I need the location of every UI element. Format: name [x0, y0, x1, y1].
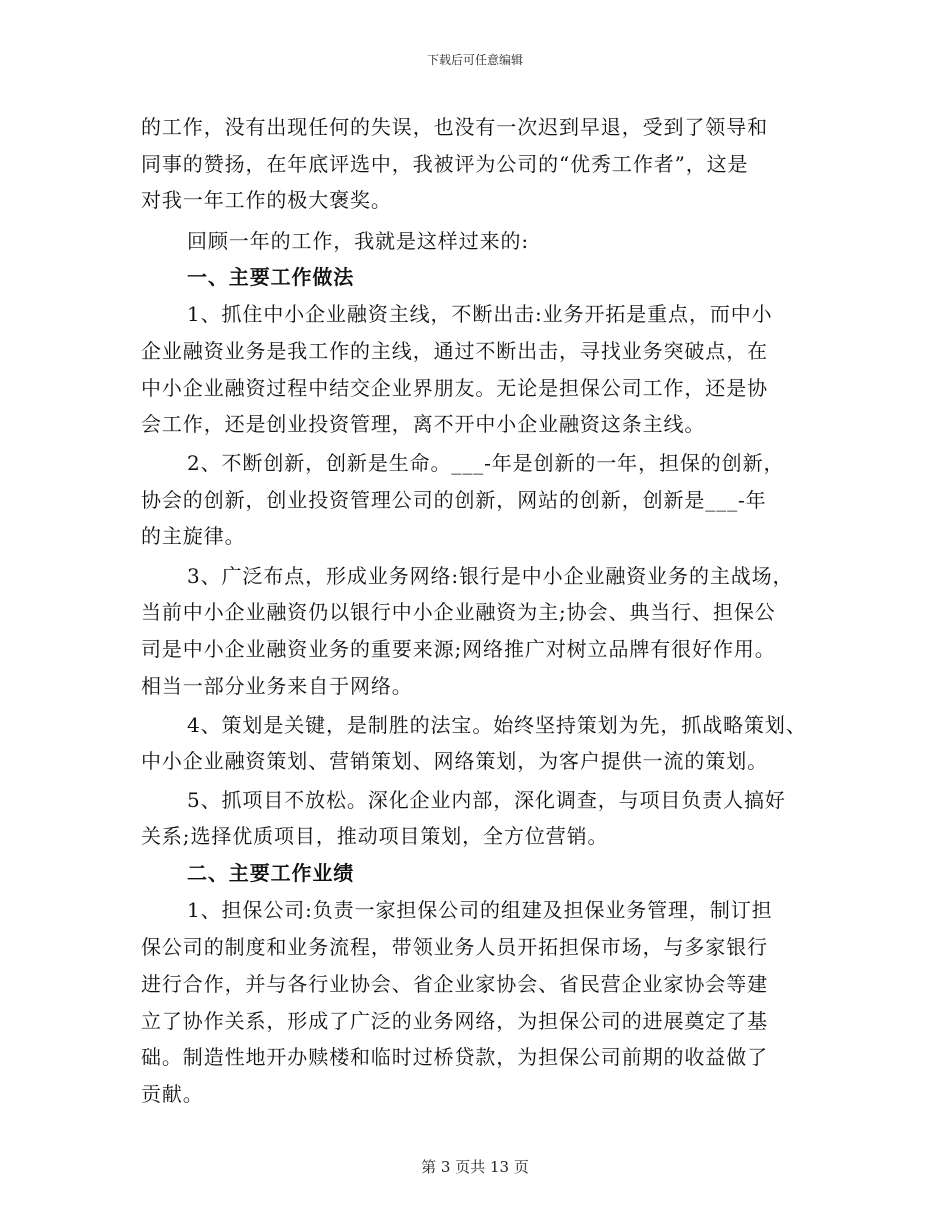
text-line: 保公司的制度和业务流程，带领业务人员开拓担保市场，与多家银行: [141, 935, 768, 959]
text-line: 对我一年工作的极大褒奖。: [141, 188, 392, 212]
text-line: 协会的创新，创业投资管理公司的创新，网站的创新，创新是___-年: [141, 488, 767, 512]
text-line: 中小企业融资过程中结交企业界朋友。无论是担保公司工作，还是协: [141, 376, 768, 400]
text-line: 的工作，没有出现任何的失误，也没有一次迟到早退，受到了领导和: [141, 115, 768, 139]
text-line: 回顾一年的工作，我就是这样过来的:: [187, 229, 530, 253]
text-line: 贡献。: [141, 1082, 204, 1106]
text-line: 司是中小企业融资业务的重要来源;网络推广对树立品牌有很好作用。: [141, 637, 776, 661]
text-line: 3、广泛布点，形成业务网络:银行是中小企业融资业务的主战场，: [187, 564, 794, 588]
text-line: 同事的赞扬，在年底评选中，我被评为公司的“优秀工作者”，这是: [141, 152, 749, 176]
text-line: 1、抓住中小企业融资主线，不断出击:业务开拓是重点，而中小: [187, 302, 773, 326]
text-line: 4、策划是关键，是制胜的法宝。始终坚持策划为先，抓战略策划、: [187, 713, 807, 737]
text-line: 2、不断创新，创新是生命。___-年是创新的一年，担保的创新，: [187, 451, 785, 475]
text-line: 础。制造性地开办赎楼和临时过桥贷款，为担保公司前期的收益做了: [141, 1045, 768, 1069]
text-line: 中小企业融资策划、营销策划、网络策划，为客户提供一流的策划。: [141, 749, 768, 773]
section-heading: 一、主要工作做法: [187, 265, 355, 289]
text-line: 进行合作，并与各行业协会、省企业家协会、省民营企业家协会等建: [141, 972, 768, 996]
text-line: 会工作，还是创业投资管理，离不开中小企业融资这条主线。: [141, 412, 706, 436]
text-line: 关系;选择优质项目，推动项目策划，全方位营销。: [141, 824, 609, 848]
text-line: 1、担保公司:负责一家担保公司的组建及担保业务管理，制订担: [187, 898, 773, 922]
text-line: 相当一部分业务来自于网络。: [141, 674, 413, 698]
text-line: 的主旋律。: [141, 524, 246, 548]
text-line: 立了协作关系，形成了广泛的业务网络，为担保公司的进展奠定了基: [141, 1009, 768, 1033]
text-line: 5、抓项目不放松。深化企业内部，深化调查，与项目负责人搞好: [187, 788, 786, 812]
text-line: 企业融资业务是我工作的主线，通过不断出击，寻找业务突破点，在: [141, 339, 768, 363]
page-header: 下载后可任意编辑: [426, 53, 523, 67]
text-line: 当前中小企业融资仍以银行中小企业融资为主;协会、典当行、担保公: [141, 600, 776, 624]
section-heading: 二、主要工作业绩: [187, 861, 355, 885]
page-footer: 第 3 页共 13 页: [421, 1158, 529, 1176]
